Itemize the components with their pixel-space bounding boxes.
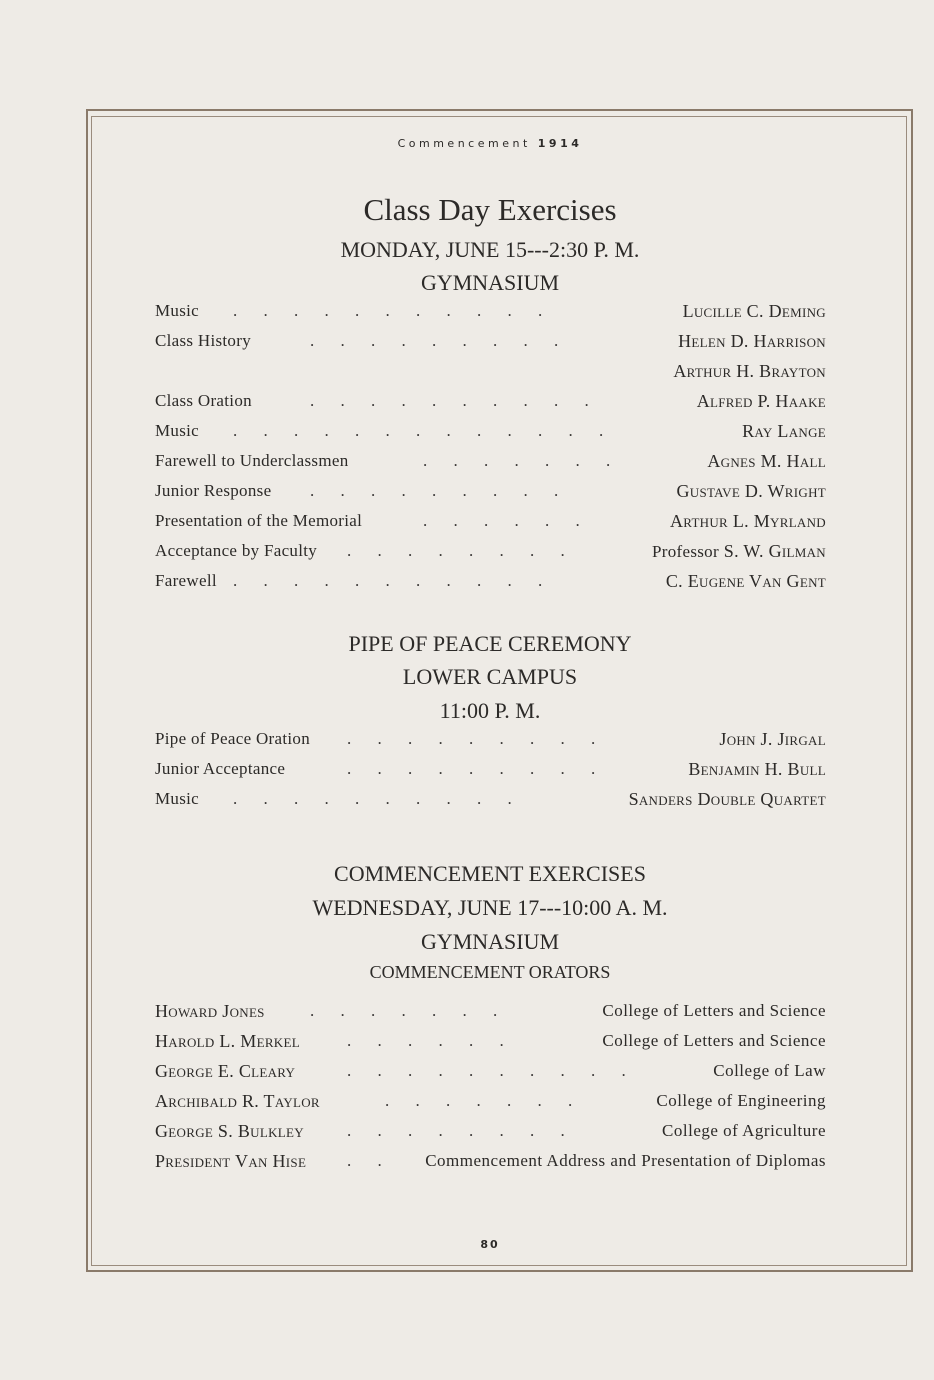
program-item-label: Presentation of the Memorial [155,511,363,530]
pipe-of-peace-title: PIPE OF PEACE CEREMONY [348,631,632,656]
orator-name: President Van Hise [155,1151,307,1171]
performer-name-text: S. W. Gilman [723,541,826,561]
program-row [155,421,826,447]
leader-dots: . . . . . . [347,1031,515,1050]
header-word: Commencement [397,137,531,150]
leader-dots: . . . . . . . . . . . [233,301,554,320]
orator-college: College of Engineering [656,1091,826,1110]
leader-dots: . . . . . . [423,511,591,530]
program-row [155,729,826,755]
performer-name: Helen D. Harrison [678,331,826,351]
program-row [155,301,826,327]
performer-name: Agnes M. Hall [707,451,826,471]
program-item-label: Music [155,789,199,808]
performer-name: Ray Lange [742,421,826,441]
leader-dots: . . . . . . . . . [347,759,607,778]
orator-name: Howard Jones [155,1001,265,1021]
program-row [155,361,826,387]
header-year: 1914 [537,137,583,150]
program-item-label: Music [155,421,199,440]
orator-row [155,1121,826,1147]
leader-dots: . . . . . . . . . . [233,789,523,808]
orator-row [155,1001,826,1027]
program-row [155,391,826,417]
performer-name: Lucille C. Deming [682,301,826,321]
performer-name: Arthur L. Myrland [669,511,826,531]
performer-name: Benjamin H. Bull [688,759,826,779]
running-header [0,137,934,150]
program-item-label: Pipe of Peace Oration [155,729,310,748]
orator-row [155,1151,826,1177]
orator-row [155,1061,826,1087]
pipe-of-peace-time: 11:00 P. M. [439,698,541,723]
orator-name: George E. Cleary [155,1061,296,1081]
leader-dots: . . [347,1151,393,1170]
program-item-label: Farewell [155,571,217,590]
leader-dots: . . . . . . . . [347,541,576,560]
leader-dots: . . . . . . . . . [310,331,570,350]
leader-dots: . . . . . . . . . . . [233,571,554,590]
performer-title: Professor [652,542,719,561]
program-row [155,511,826,537]
leader-dots: . . . . . . . . [347,1121,576,1140]
commencement-date: WEDNESDAY, JUNE 17---10:00 A. M. [312,895,668,920]
class-day-date: MONDAY, JUNE 15---2:30 P. M. [340,237,640,262]
performer-name: Sanders Double Quartet [628,789,826,809]
program-item-label: Junior Response [155,481,272,500]
performer-name: Gustave D. Wright [676,481,826,501]
performer-name: John J. Jirgal [719,729,826,749]
class-day-title: Class Day Exercises [363,192,617,227]
orator-row [155,1031,826,1057]
leader-dots: . . . . . . . . . . [347,1061,637,1080]
leader-dots: . . . . . . . [385,1091,584,1110]
orator-college: College of Law [713,1061,826,1080]
orator-college: Commencement Address and Presentation of Diplomas [425,1151,826,1170]
performer-name: C. Eugene Van Gent [665,571,826,591]
program-item-label: Farewell to Underclassmen [155,451,349,470]
leader-dots: . . . . . . . . . [310,481,570,500]
leader-dots: . . . . . . . [310,1001,509,1020]
pipe-of-peace-place: LOWER CAMPUS [402,664,578,689]
leader-dots: . . . . . . . . . [347,729,607,748]
orator-college: College of Letters and Science [602,1001,826,1020]
commencement-title: COMMENCEMENT EXERCISES [334,861,646,886]
program-row [155,759,826,785]
program-item-label: Music [155,301,199,320]
program-item-label: Acceptance by Faculty [155,541,318,560]
orator-college: College of Agriculture [662,1121,826,1140]
page-number: 80 [480,1238,500,1251]
program-row [155,571,826,597]
program-row [155,789,826,815]
orator-name: Harold L. Merkel [155,1031,300,1051]
commencement-subtitle: COMMENCEMENT ORATORS [369,962,611,982]
orator-name: Archibald R. Taylor [155,1091,320,1111]
class-day-place: GYMNASIUM [420,270,560,295]
performer-name [652,541,826,562]
orator-name: George S. Bulkley [155,1121,304,1141]
program-item-label: Class Oration [155,391,252,410]
program-row [155,451,826,477]
orator-college: College of Letters and Science [602,1031,826,1050]
program-item-label: Junior Acceptance [155,759,286,778]
program-item-label: Class History [155,331,251,350]
program-row [155,541,826,567]
program-row [155,331,826,357]
leader-dots: . . . . . . . [423,451,622,470]
program-row [155,481,826,507]
performer-name: Alfred P. Haake [696,391,826,411]
commencement-place: GYMNASIUM [420,929,560,954]
performer-name: Arthur H. Brayton [673,361,826,381]
orator-row [155,1091,826,1117]
leader-dots: . . . . . . . . . . . . . [233,421,615,440]
leader-dots: . . . . . . . . . . [310,391,600,410]
